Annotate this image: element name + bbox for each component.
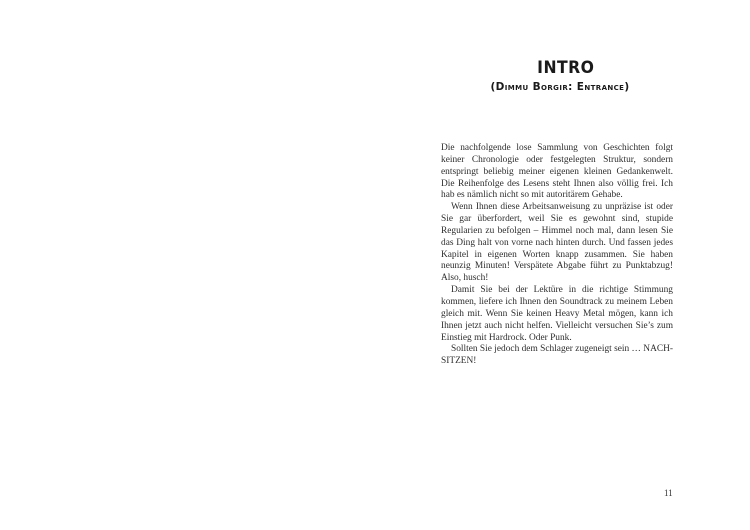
paragraph-3: Damit Sie bei der Lektüre in die richtige Stimmung kommen, liefere ich Ihnen den Soundtrack zu meinem Leben gleich mit. Wenn Sie keinen Heavy Metal mögen, kann ich Ihnen jetzt auch nicht helfen. Vielleicht versuchen Sie’s zum Einstieg mit Hardrock. Oder Punk. [441, 285, 673, 343]
paragraph-4: Sollten Sie jedoch dem Schlager zugeneigt sein … NACHSITZEN! [441, 344, 673, 367]
body-text [441, 143, 673, 368]
page-number: 11 [664, 488, 673, 498]
paragraph-2: Wenn Ihnen diese Arbeitsanweisung zu unpräzise ist oder Sie gar überfordert, weil Sie es gewohnt sind, stupide Regularien zu befolgen – Himmel noch mal, dann lesen Sie das Ding halt von vorne nach hinten durch. Und fassen jedes Kapitel in eigenen Worten knapp zusammen. Sie haben neunzig Minuten! Verspätete Abgabe führt zu Punktabzug! Also, husch! [441, 202, 673, 284]
paragraph-1: Die nachfolgende lose Sammlung von Geschichten folgt keiner Chronologie oder festgelegten Struktur, sondern entspringt beliebig meiner eigenen kleinen Gedankenwelt. Die Reihenfolge des Lesens steht Ihnen also völlig frei. Ich hab es nämlich nicht so mit autoritärem Gehabe. [441, 143, 673, 201]
chapter-title: INTRO [537, 58, 595, 78]
chapter-subtitle: (Dimmu Borgir: Entrance) [490, 81, 630, 93]
